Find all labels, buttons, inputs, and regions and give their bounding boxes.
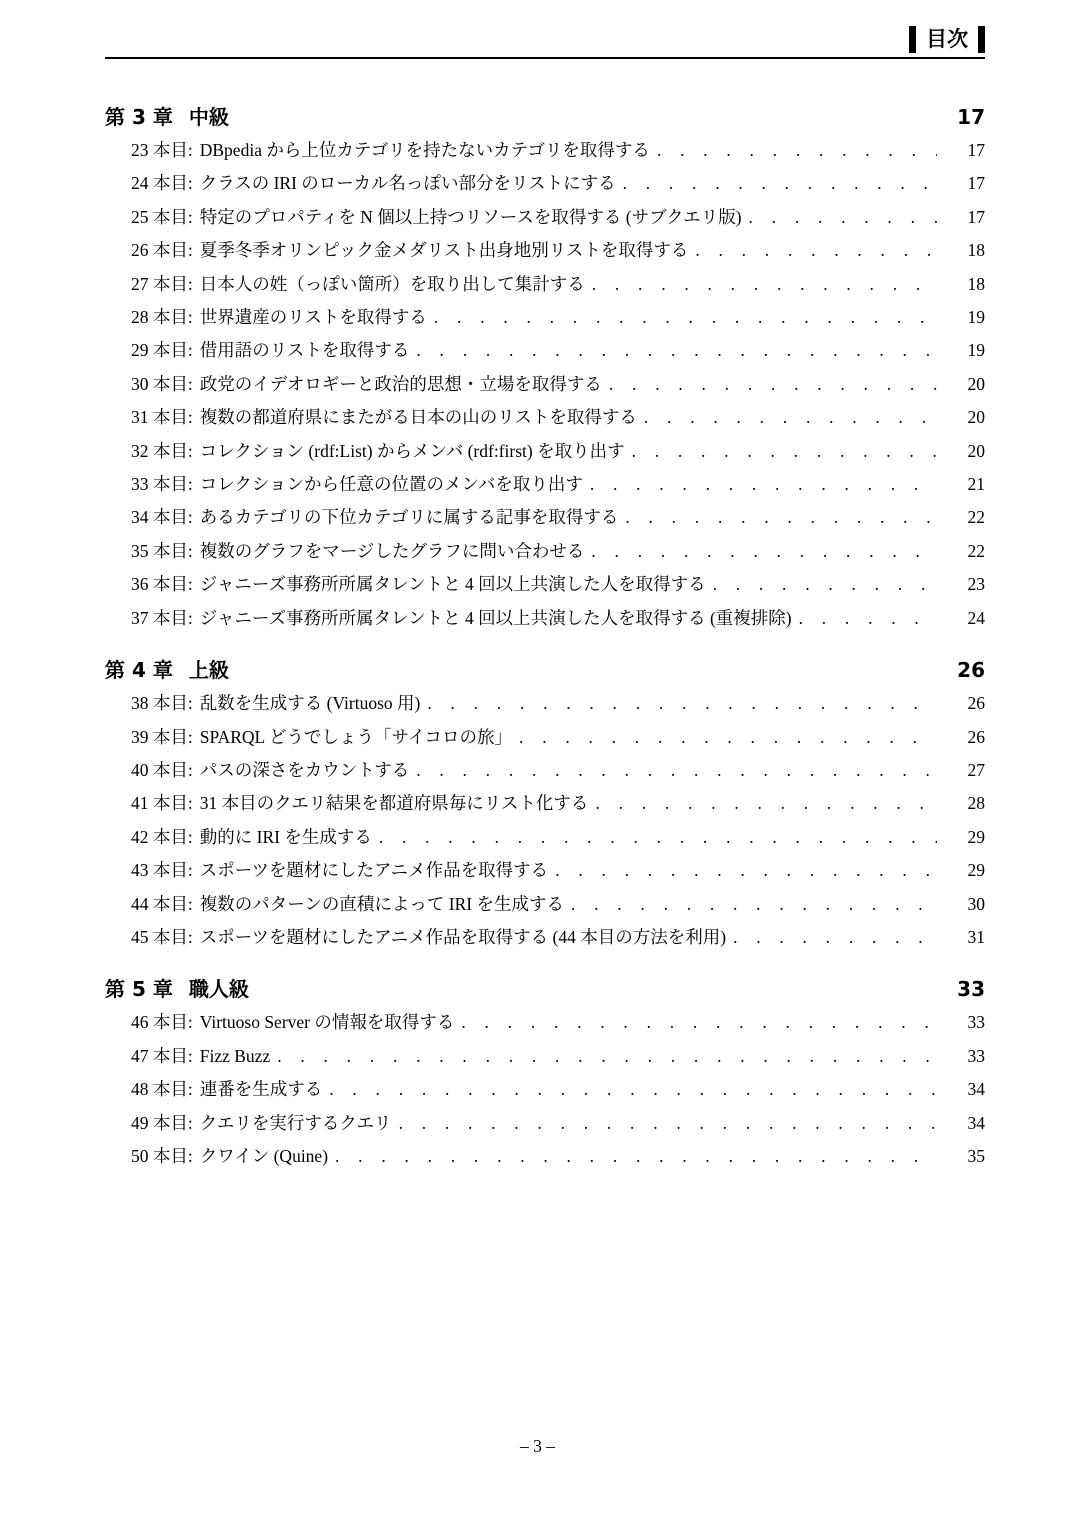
toc-entry <box>105 921 985 954</box>
entry-page-number: 24 <box>967 607 985 628</box>
entry-number-label: 24 本目: <box>131 173 193 194</box>
dot-leader <box>713 568 937 601</box>
entry-page-number: 33 <box>967 1045 985 1066</box>
chapter-number-label: 第 5 章 <box>105 977 173 1002</box>
toc <box>105 101 985 1173</box>
entry-number-label: 44 本目: <box>131 893 193 914</box>
dot-leader <box>657 134 937 167</box>
running-header-title: 目次 <box>926 27 968 51</box>
entry-page-number: 17 <box>967 173 985 194</box>
entry-page-number: 34 <box>967 1079 985 1100</box>
entry-page-number: 34 <box>967 1112 985 1133</box>
entry-number-label: 37 本目: <box>131 607 193 628</box>
entry-title: クエリを実行するクエリ <box>199 1112 392 1133</box>
entry-title: Fizz Buzz <box>199 1045 271 1066</box>
dot-leader <box>749 201 937 234</box>
chapter-spacer <box>229 101 937 134</box>
dot-leader <box>379 821 937 854</box>
entry-number-label: 50 本目: <box>131 1145 193 1166</box>
entry-title: クラスの IRI のローカル名っぽい部分をリストにする <box>199 173 616 194</box>
toc-entry <box>105 1006 985 1039</box>
toc-entry <box>105 535 985 568</box>
chapter-title: 中級 <box>188 105 229 129</box>
toc-entry <box>105 1107 985 1140</box>
entry-number-label: 31 本目: <box>131 407 193 428</box>
entry-number-label: 26 本目: <box>131 240 193 261</box>
toc-entry <box>105 368 985 401</box>
entry-number-label: 46 本目: <box>131 1012 193 1033</box>
entry-number-label: 36 本目: <box>131 574 193 595</box>
dot-leader <box>625 501 937 534</box>
chapter-spacer <box>249 973 937 1006</box>
entry-title: 動的に IRI を生成する <box>199 826 372 847</box>
entry-page-number: 19 <box>967 307 985 328</box>
entry-title: 政党のイデオロギーと政治的思想・立場を取得する <box>199 373 602 394</box>
toc-entry <box>105 821 985 854</box>
dot-leader <box>571 888 937 921</box>
entry-title: パスの深さをカウントする <box>199 759 410 780</box>
entry-title: Virtuoso Server の情報を取得する <box>199 1012 455 1033</box>
entry-page-number: 20 <box>967 373 985 394</box>
toc-entry <box>105 1040 985 1073</box>
dot-leader <box>632 435 937 468</box>
toc-chapter <box>105 973 985 1173</box>
toc-entry <box>105 134 985 167</box>
entry-title: SPARQL どうでしょう「サイコロの旅」 <box>199 726 513 747</box>
entry-page-number: 26 <box>967 693 985 714</box>
chapter-page-number: 33 <box>957 977 985 1002</box>
chapter-page-number: 26 <box>957 658 985 683</box>
entry-page-number: 17 <box>967 140 985 160</box>
entry-page-number: 18 <box>967 240 985 261</box>
dot-leader <box>329 1073 937 1106</box>
entry-number-label: 40 本目: <box>131 759 193 780</box>
entry-title: あるカテゴリの下位カテゴリに属する記事を取得する <box>199 507 619 528</box>
entry-number-label: 38 本目: <box>131 693 193 714</box>
entry-page-number: 19 <box>967 340 985 361</box>
toc-entry <box>105 568 985 601</box>
dot-leader <box>695 234 937 267</box>
toc-entry <box>105 787 985 820</box>
entry-number-label: 47 本目: <box>131 1045 193 1066</box>
entry-page-number: 31 <box>967 926 985 947</box>
chapter-heading <box>105 101 985 134</box>
entry-number-label: 23 本目: <box>131 140 193 160</box>
chapter-heading <box>105 654 985 687</box>
entry-title: 31 本目のクエリ結果を都道府県毎にリスト化する <box>199 793 589 814</box>
entry-page-number: 22 <box>967 507 985 528</box>
toc-chapter <box>105 654 985 954</box>
dot-leader <box>519 721 937 754</box>
dot-leader <box>434 301 937 334</box>
entry-page-number: 29 <box>967 826 985 847</box>
entry-title: 複数の都道府県にまたがる日本の山のリストを取得する <box>199 407 637 428</box>
page-footer <box>0 1438 1075 1456</box>
entry-title: DBpedia から上位カテゴリを持たないカテゴリを取得する <box>199 140 650 160</box>
chapter-spacer <box>229 654 937 687</box>
dot-leader <box>399 1107 937 1140</box>
dot-leader <box>733 921 937 954</box>
dot-leader <box>427 687 937 720</box>
entry-number-label: 45 本目: <box>131 926 193 947</box>
toc-entry <box>105 435 985 468</box>
entry-page-number: 20 <box>967 407 985 428</box>
entry-number-label: 41 本目: <box>131 793 193 814</box>
entry-number-label: 27 本目: <box>131 273 193 294</box>
toc-entry <box>105 888 985 921</box>
toc-entry <box>105 754 985 787</box>
header-bar-right <box>978 26 985 53</box>
dot-leader <box>623 167 937 200</box>
dot-leader <box>644 401 937 434</box>
entry-page-number: 23 <box>967 574 985 595</box>
page-header <box>105 0 985 59</box>
page-number-label: – 3 – <box>520 1436 555 1456</box>
toc-entry <box>105 201 985 234</box>
entry-title: スポーツを題材にしたアニメ作品を取得する (44 本目の方法を利用) <box>199 926 727 947</box>
running-header-box <box>909 26 985 53</box>
toc-entry <box>105 334 985 367</box>
page-content <box>105 0 985 1173</box>
entry-page-number: 26 <box>967 726 985 747</box>
chapter-title: 上級 <box>188 658 229 683</box>
entry-number-label: 42 本目: <box>131 826 193 847</box>
entry-title: ジャニーズ事務所所属タレントと 4 回以上共演した人を取得する (重複排除) <box>199 607 792 628</box>
dot-leader <box>416 754 937 787</box>
entry-title: ジャニーズ事務所所属タレントと 4 回以上共演した人を取得する <box>199 574 706 595</box>
toc-entry <box>105 1073 985 1106</box>
entry-number-label: 28 本目: <box>131 307 193 328</box>
chapter-heading <box>105 973 985 1006</box>
entry-number-label: 35 本目: <box>131 540 193 561</box>
entry-number-label: 33 本目: <box>131 474 193 495</box>
dot-leader <box>592 268 937 301</box>
toc-entry <box>105 234 985 267</box>
dot-leader <box>609 368 937 401</box>
entry-page-number: 27 <box>967 759 985 780</box>
entry-title: 複数のパターンの直積によって IRI を生成する <box>199 893 564 914</box>
entry-title: 借用語のリストを取得する <box>199 340 410 361</box>
toc-entry <box>105 468 985 501</box>
entry-page-number: 22 <box>967 540 985 561</box>
dot-leader <box>461 1006 937 1039</box>
entry-page-number: 28 <box>967 793 985 814</box>
dot-leader <box>416 334 937 367</box>
entry-title: コレクション (rdf:List) からメンバ (rdf:first) を取り出す <box>199 440 625 461</box>
toc-entry <box>105 602 985 635</box>
entry-title: 複数のグラフをマージしたグラフに問い合わせる <box>199 540 585 561</box>
toc-entry <box>105 721 985 754</box>
entry-number-label: 34 本目: <box>131 507 193 528</box>
entry-page-number: 18 <box>967 273 985 294</box>
entry-page-number: 20 <box>967 440 985 461</box>
chapter-page-number: 17 <box>957 105 985 129</box>
toc-entry <box>105 268 985 301</box>
entry-page-number: 29 <box>967 860 985 881</box>
entry-number-label: 48 本目: <box>131 1079 193 1100</box>
chapter-number-label: 第 3 章 <box>105 105 173 129</box>
entry-page-number: 33 <box>967 1012 985 1033</box>
entry-title: クワイン (Quine) <box>199 1145 329 1166</box>
dot-leader <box>590 468 937 501</box>
entry-number-label: 39 本目: <box>131 726 193 747</box>
entry-title: 連番を生成する <box>199 1079 323 1100</box>
toc-entry <box>105 687 985 720</box>
entry-number-label: 49 本目: <box>131 1112 193 1133</box>
entry-title: 夏季冬季オリンピック金メダリスト出身地別リストを取得する <box>199 240 689 261</box>
entry-title: コレクションから任意の位置のメンバを取り出す <box>199 474 583 495</box>
entry-page-number: 30 <box>967 893 985 914</box>
toc-entry <box>105 501 985 534</box>
header-bar-left <box>909 26 916 53</box>
entry-title: スポーツを題材にしたアニメ作品を取得する <box>199 860 549 881</box>
entry-number-label: 25 本目: <box>131 206 193 227</box>
dot-leader <box>277 1040 937 1073</box>
toc-chapter <box>105 101 985 635</box>
entry-number-label: 29 本目: <box>131 340 193 361</box>
chapter-number-label: 第 4 章 <box>105 658 173 683</box>
toc-entry <box>105 1140 985 1173</box>
entry-page-number: 35 <box>967 1145 985 1166</box>
entry-page-number: 21 <box>967 474 985 495</box>
entry-number-label: 43 本目: <box>131 860 193 881</box>
dot-leader <box>591 535 937 568</box>
entry-title: 世界遺産のリストを取得する <box>199 307 427 328</box>
dot-leader <box>555 854 937 887</box>
entry-page-number: 17 <box>967 206 985 227</box>
entry-number-label: 30 本目: <box>131 373 193 394</box>
entry-title: 特定のプロパティを N 個以上持つリソースを取得する (サブクエリ版) <box>199 206 742 227</box>
entry-title: 乱数を生成する (Virtuoso 用) <box>199 693 421 714</box>
toc-entry <box>105 401 985 434</box>
chapter-title: 職人級 <box>188 977 249 1002</box>
dot-leader <box>335 1140 937 1173</box>
dot-leader <box>595 787 937 820</box>
toc-entry <box>105 854 985 887</box>
toc-entry <box>105 167 985 200</box>
entry-title: 日本人の姓（っぽい箇所）を取り出して集計する <box>199 273 585 294</box>
dot-leader <box>799 602 937 635</box>
toc-entry <box>105 301 985 334</box>
entry-number-label: 32 本目: <box>131 440 193 461</box>
